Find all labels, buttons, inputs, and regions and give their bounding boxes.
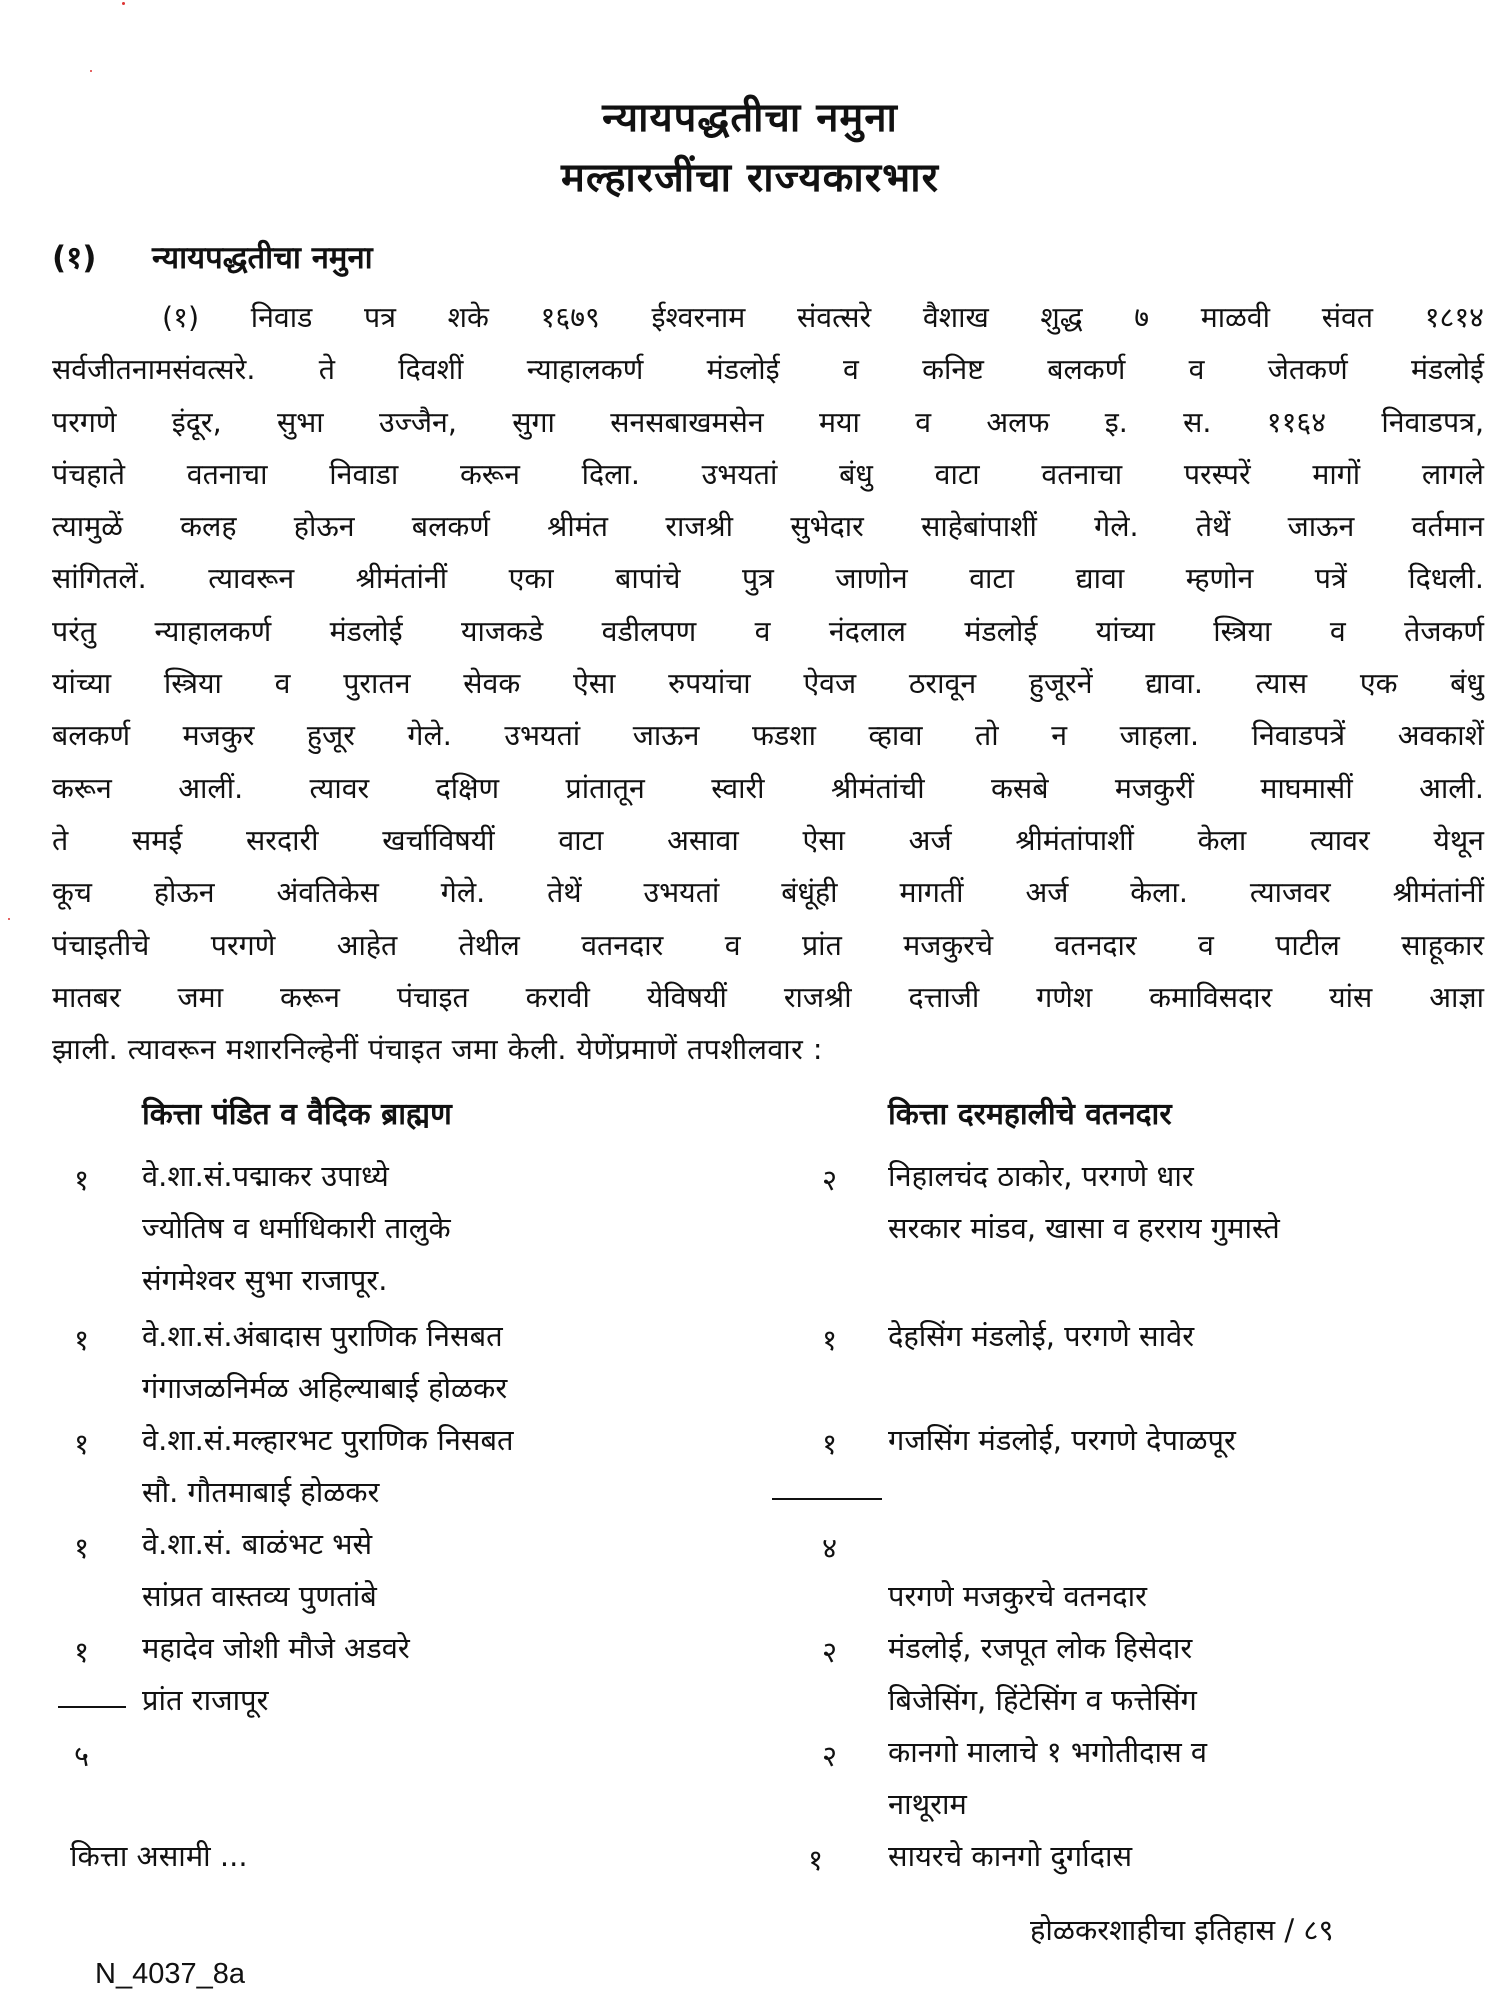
right-total: ४ — [822, 1531, 838, 1565]
right-entry — [888, 1310, 1194, 1362]
left-entry — [142, 1414, 514, 1518]
right-column-heading: कित्ता दरमहालीचे वतनदार — [888, 1097, 1172, 1132]
paragraph-line: सांगितलें. त्यावरून श्रीमंतांनीं एका बापांचे पुत्र जाणोन वाटा द्यावा म्हणोन पत्रें दिधली. — [52, 562, 1484, 596]
entry-line: सरकार मांडव, खासा व हरराय गुमास्ते — [888, 1211, 1280, 1245]
entry-line: बिजेसिंग, हिंटेसिंग व फत्तेसिंग — [888, 1683, 1197, 1717]
total-rule — [58, 1706, 126, 1708]
entry-line: मंडलोई, रजपूत लोक हिसेदार — [888, 1631, 1193, 1665]
entry-line: कानगो मालाचे १ भगोतीदास व — [888, 1735, 1208, 1769]
entry-count: १ — [74, 1635, 90, 1669]
right-entry — [888, 1622, 1197, 1726]
entry-line: वे.शा.सं.मल्हारभट पुराणिक निसबत — [142, 1423, 514, 1457]
entry-line: वे.शा.सं.पद्माकर उपाध्ये — [142, 1159, 389, 1193]
left-entry — [142, 1310, 507, 1414]
paragraph-line: (१) निवाड पत्र शके १६७९ ईश्वरनाम संवत्सरे वैशाख शुद्ध ७ माळवी संवत १८१४ — [162, 301, 1484, 334]
paragraph-line: त्यामुळें कलह होऊन बलकर्ण श्रीमंत राजश्री सुभेदार साहेबांपाशीं गेले. तेथें जाऊन वर्तमान — [52, 510, 1484, 544]
left-column-heading: कित्ता पंडित व वैदिक ब्राह्मण — [142, 1097, 452, 1132]
page-footer: होळकरशाहीचा इतिहास / ८९ — [1030, 1913, 1334, 1947]
right-entry — [888, 1150, 1280, 1254]
entry-line: गजसिंग मंडलोई, परगणे देपाळपूर — [888, 1423, 1236, 1457]
entry-count: १ — [74, 1323, 90, 1357]
entry-line: सौ. गौतमाबाई होळकर — [142, 1475, 380, 1509]
paragraph-line: परगणे इंदूर, सुभा उज्जैन, सुगा सनसबाखमसेन मया व अलफ इ. स. ११६४ निवाडपत्र, — [52, 405, 1484, 439]
right-entry — [888, 1726, 1207, 1830]
entry-line: संगमेश्वर सुभा राजापूर. — [142, 1263, 388, 1297]
entry-count: २ — [822, 1163, 838, 1197]
section-heading — [52, 236, 373, 278]
paragraph-line: मातबर जमा करून पंचाइत करावी येविषयीं राजश्री दत्ताजी गणेश कमाविसदार यांस आज्ञा — [52, 980, 1484, 1014]
paragraph-line: सर्वजीतनामसंवत्सरे. ते दिवशीं न्याहालकर्ण मंडलोई व कनिष्ट बलकर्ण व जेतकर्ण मंडलोई — [52, 353, 1484, 387]
paragraph-line: यांच्या स्त्रिया व पुरातन सेवक ऐसा रुपयांचा ऐवज ठरावून हुजूरनें द्यावा. त्यास एक बंधु — [52, 667, 1484, 701]
left-total: ५ — [74, 1739, 90, 1773]
entry-line: वे.शा.सं. बाळंभट भसे — [142, 1527, 373, 1561]
scan-id: N_4037_8a — [95, 1958, 245, 1990]
right-entry — [888, 1414, 1236, 1466]
paragraph-line: पंचाइतीचे परगणे आहेत तेथील वतनदार व प्रांत मजकुरचे वतनदार व पाटील साहूकार — [52, 928, 1484, 962]
entry-line: सायरचे कानगो दुर्गादास — [888, 1839, 1133, 1873]
paragraph-line: कूच होऊन अंवतिकेस गेले. तेथें उभयतां बंधूंही मागतीं अर्ज केला. त्याजवर श्रीमंतांनीं — [52, 876, 1484, 910]
left-entry — [142, 1150, 451, 1306]
entry-count: १ — [74, 1531, 90, 1565]
entry-count: २ — [822, 1739, 838, 1773]
left-entry — [142, 1622, 410, 1726]
entry-count: १ — [808, 1843, 824, 1877]
entry-count: १ — [74, 1427, 90, 1461]
paragraph-line: पंचहाते वतनाचा निवाडा करून दिला. उभयतां बंधु वाटा वतनाचा परस्परें मागों लागले — [52, 457, 1484, 491]
paragraph-line: परंतु न्याहालकर्ण मंडलोई याजकडे वडीलपण व नंदलाल मंडलोई यांच्या स्त्रिया व तेजकर्ण — [52, 614, 1484, 648]
ink-speck — [90, 70, 92, 72]
entry-count: १ — [822, 1427, 838, 1461]
ink-speck — [8, 918, 10, 920]
section-number: (१) — [52, 240, 97, 276]
paragraph-line: झाली. त्यावरून मशारनिल्हेनीं पंचाइत जमा केली. येणेंप्रमाणें तपशीलवार : — [52, 1033, 823, 1067]
paragraph-line: ते समई सरदारी खर्चाविषयीं वाटा असावा ऐसा अर्ज श्रीमंतांपाशीं केला त्यावर येथून — [52, 823, 1484, 857]
paragraph-line: करून आलीं. त्यावर दक्षिण प्रांतातून स्वारी श्रीमंतांची कसबे मजकुरीं माघमासीं आली. — [52, 771, 1484, 805]
entry-line: प्रांत राजापूर — [142, 1683, 269, 1717]
section-title: न्यायपद्धतीचा नमुना — [152, 240, 373, 276]
entry-count: २ — [822, 1635, 838, 1669]
entry-line: महादेव जोशी मौजे अडवरे — [142, 1631, 410, 1665]
entry-line: निहालचंद ठाकोर, परगणे धार — [888, 1159, 1194, 1193]
entry-line: वे.शा.सं.अंबादास पुराणिक निसबत — [142, 1319, 503, 1353]
entry-count: १ — [822, 1323, 838, 1357]
ink-speck — [122, 2, 125, 5]
entry-line: नाथूराम — [888, 1787, 967, 1821]
paragraph-line: बलकर्ण मजकुर हुजूर गेले. उभयतां जाऊन फडशा व्हावा तो न जाहला. निवाडपत्रें अवकाशें — [52, 719, 1484, 753]
body-paragraph — [52, 292, 1484, 1076]
right-subheading: परगणे मजकुरचे वतनदार — [888, 1579, 1147, 1613]
right-entry — [888, 1830, 1132, 1882]
left-entry — [142, 1518, 377, 1622]
left-trailer: कित्ता असामी ... — [70, 1839, 248, 1873]
page-title: न्यायपद्धतीचा नमुना — [602, 95, 898, 141]
entry-line: देहसिंग मंडलोई, परगणे सावेर — [888, 1319, 1195, 1353]
entry-count: १ — [74, 1163, 90, 1197]
total-rule — [772, 1498, 882, 1500]
page-subtitle: मल्हारजींचा राज्यकारभार — [561, 155, 939, 201]
entry-line: सांप्रत वास्तव्य पुणतांबे — [142, 1579, 377, 1613]
entry-line: ज्योतिष व धर्माधिकारी तालुके — [142, 1211, 451, 1245]
entry-line: गंगाजळनिर्मळ अहिल्याबाई होळकर — [142, 1371, 508, 1405]
